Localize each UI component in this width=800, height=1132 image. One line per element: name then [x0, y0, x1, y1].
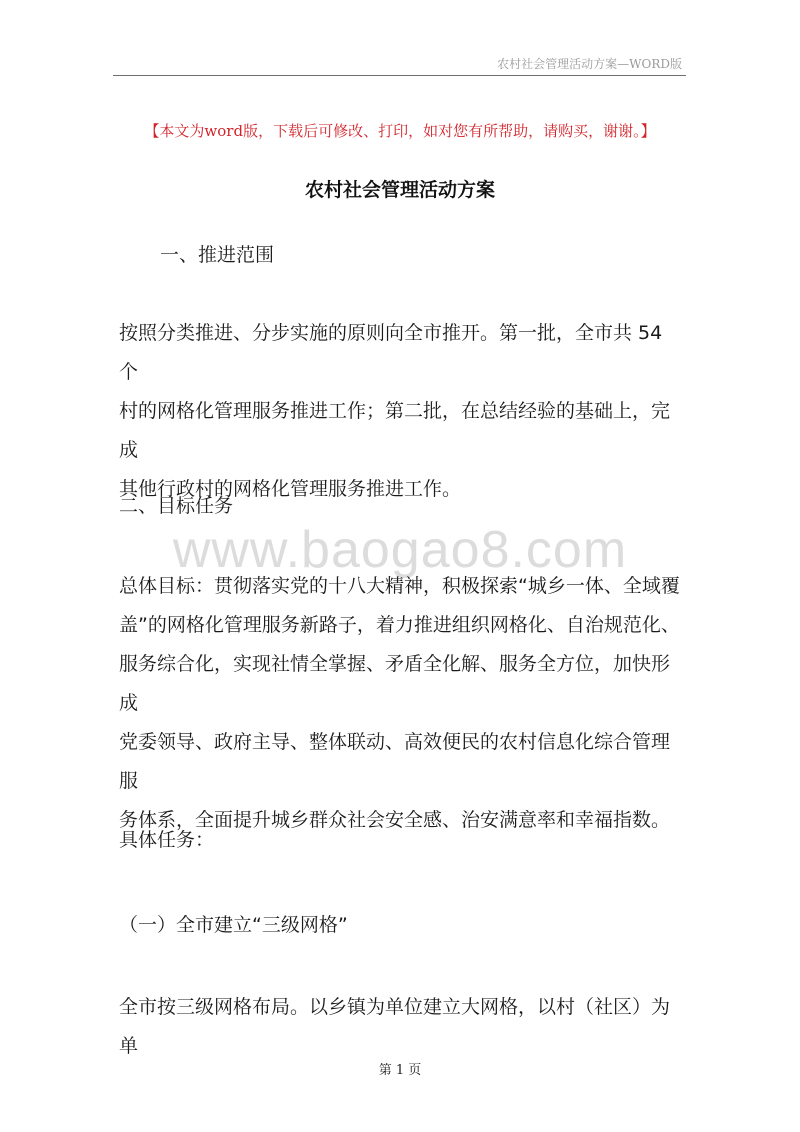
- subsection-heading-three-grids: （一）全市建立“三级网格”: [119, 914, 348, 936]
- paragraph-line: 其他行政村的网格化管理服务推进工作。: [119, 478, 462, 500]
- purchase-notice: 【本文为word版，下载后可修改、打印，如对您有所帮助，请购买，谢谢。】: [144, 122, 656, 140]
- paragraph-line: 务体系，全面提升城乡群众社会安全感、治安满意率和幸福指数。: [119, 809, 671, 831]
- specific-tasks-label: 具体任务：: [119, 829, 215, 851]
- paragraph-line: 党委领导、政府主导、整体联动、高效便民的农村信息化综合管理服: [119, 731, 671, 792]
- section-heading-scope: 一、推进范围: [160, 244, 275, 266]
- section-heading-goals: 二、目标任务: [119, 495, 234, 517]
- watermark: www.baogao8.com: [172, 521, 628, 579]
- paragraph-scope: [119, 314, 685, 509]
- paragraph-line: 全市按三级网格布局。以乡镇为单位建立大网格，以村（社区）为单: [119, 996, 671, 1057]
- paragraph-overall-goal: [119, 567, 685, 840]
- document-title: 农村社会管理活动方案: [304, 179, 495, 201]
- paragraph-line: 盖”的网格化管理服务新路子，着力推进组织网格化、自治规范化、: [119, 614, 680, 636]
- paragraph-line: 按照分类推进、分步实施的原则向全市推开。第一批，全市共 54 个: [119, 322, 663, 383]
- header-divider: [113, 75, 686, 76]
- paragraph-three-grids: [119, 988, 685, 1066]
- paragraph-line: 服务综合化，实现社情全掌握、矛盾全化解、服务全方位，加快形成: [119, 653, 671, 714]
- running-header: 农村社会管理活动方案—WORD版: [497, 57, 682, 71]
- paragraph-line: 总体目标：贯彻落实党的十八大精神，积极探索“城乡一体、全域覆: [119, 575, 680, 597]
- paragraph-line: 村的网格化管理服务推进工作；第二批，在总结经验的基础上，完成: [119, 400, 671, 461]
- page-number: 第 1 页: [378, 1063, 422, 1078]
